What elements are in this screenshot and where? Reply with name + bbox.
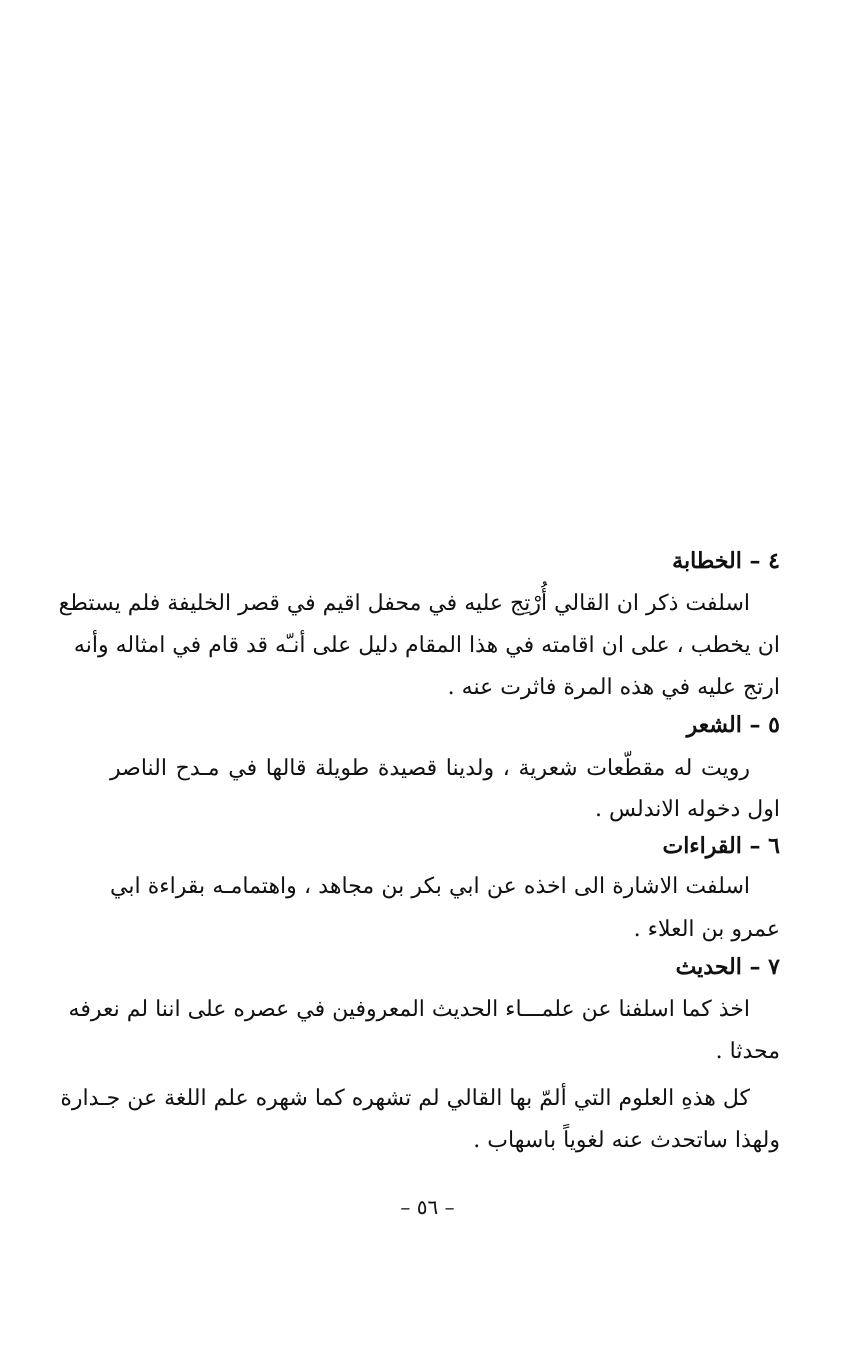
page-number: – ٥٦ –	[400, 1195, 455, 1219]
paragraph-line: عمرو بن العلاء .	[633, 917, 780, 942]
paragraph-line: ارتج عليه في هذه المرة فاثرت عنه .	[447, 675, 780, 700]
section-heading-oratory: ٤ – الخطابة	[672, 548, 780, 574]
paragraph-line: اسلفت الاشارة الى اخذه عن ابي بكر بن مجاهد ، واهتمامـه بقراءة ابي	[110, 874, 750, 899]
closing-paragraph-line: كل هذهِ العلوم التي ألمّ بها القالي لم تشهره كما شهره علم اللغة عن جـدارة	[60, 1086, 750, 1111]
paragraph-line: رويت له مقطّعات شعرية ، ولدينا قصيدة طويلة قالها في مـدح الناصر	[110, 756, 750, 781]
paragraph-line: اسلفت ذكر ان القالي أُرْتِج عليه في محفل اقيم في قصر الخليفة فلم يستطع	[58, 591, 750, 616]
paragraph-line: اول دخوله الاندلس .	[594, 797, 780, 822]
paragraph-line: اخذ كما اسلفنا عن علمـــاء الحديث المعروفين في عصره على اننا لم نعرفه	[68, 997, 750, 1022]
paragraph-line: ان يخطب ، على ان اقامته في هذا المقام دليل على أنـّه قد قام في امثاله وأنه	[73, 633, 780, 658]
section-heading-hadith: ٧ – الحديث	[675, 954, 780, 980]
section-heading-poetry: ٥ – الشعر	[686, 712, 780, 738]
closing-paragraph-line: ولهذا ساتحدث عنه لغوياً باسهاب .	[473, 1128, 780, 1153]
paragraph-line: محدثا .	[715, 1039, 780, 1064]
section-heading-readings: ٦ – القراءات	[662, 833, 780, 859]
